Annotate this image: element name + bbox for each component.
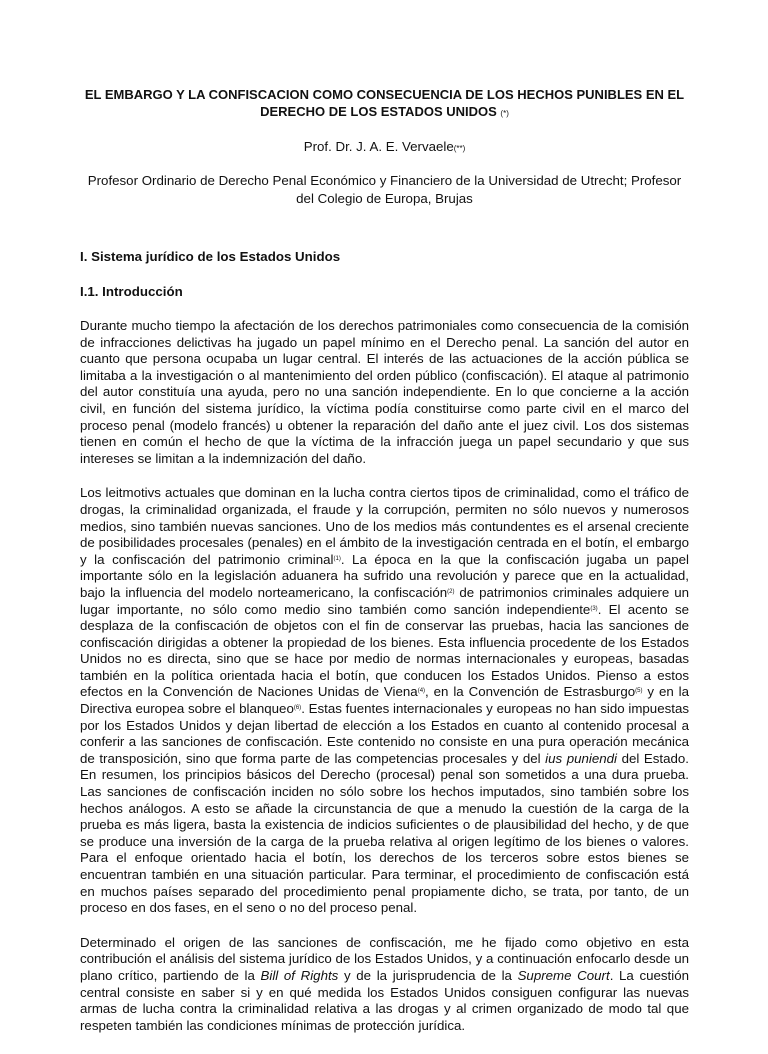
paragraph-text: del Estado. En resumen, los principios básicos del Derecho (procesal) penal son sometidos a una dura prueba. Las sanciones de confiscación inciden no sólo sobre los hechos imputados, sino también sobre los hechos análogos. A esto se añade la circunstancia de que a menudo la cuestión de la carga de la prueba es más ligera, basta la existencia de indicios suficientes o de plausibilidad del hecho, y de que se produce una inversión de la carga de la prueba relativa al origen legítimo de los bienes o valores. Para el enfoque orientado hacia el botín, los derechos de los terceros sobre estos bienes se encuentran también en una situación particular. Para terminar, el procedimiento de confiscación está en muchos países separado del procedimiento penal propiamente dicho, se trata, por tanto, de un proceso en dos fases, en el seno o no del proceso penal.	[80, 750, 689, 916]
footnote-reference: (4)	[417, 688, 426, 695]
author-name: Prof. Dr. J. A. E. Vervaele	[303, 139, 454, 154]
italic-term: Supreme Court	[517, 967, 610, 983]
author-footnote-marker: (**)	[453, 144, 466, 153]
footnote-reference: (6)	[293, 705, 302, 712]
footnote-reference: (1)	[333, 555, 341, 562]
paragraph-text: . La época en la que la confiscación jugaba un papel importante sólo en la legislación aduanera ha sufrido una revolución y parece que en la actualidad, bajo la influencia del modelo norteamericano, la confiscación	[80, 551, 689, 600]
section-heading: I. Sistema jurídico de los Estados Unidos	[80, 249, 341, 264]
title-text: EL EMBARGO Y LA CONFISCACION COMO CONSECUENCIA DE LOS HECHOS PUNIBLES EN EL DERECHO DE LOS ESTADOS UNIDOS	[84, 87, 685, 119]
footnote-reference: (2)	[447, 588, 455, 595]
italic-term: ius puniendi	[545, 750, 617, 766]
document-title	[80, 86, 689, 122]
paragraph-text: . El acento se desplaza de la confiscación de objetos con el fin de conservar las pruebas, hacia las sanciones de confiscación dirigidas a obtener la propiedad de los bienes. Esta influencia procedente de los Estados Unidos no es directa, sino que se hace por medio de normas internacionales y europeas, basadas también en la política orientada hacia el botín, que conducen los Estados Unidos. Pienso a estos efectos en la Convención de Naciones Unidas de Viena	[80, 601, 689, 700]
paragraph-text: Los leitmotivs actuales que dominan en la lucha contra ciertos tipos de criminalidad, como el tráfico de drogas, la criminalidad organizada, el fraude y la corrupción, permiten no sólo nuevos y numerosos medios, sino también nuevas sanciones. Uno de los medios más contundentes es el arsenal creciente de posibilidades procesales (penales) en el ámbito de la investigación centrada en el botín, el embargo y la confiscación del patrimonio criminal	[80, 485, 689, 567]
paragraph-text: , en la Convención de Estrasburgo	[425, 684, 636, 700]
paragraph-text: de patrimonios criminales adquiere un lugar importante, no sólo como medio sino también como sanción independiente	[80, 584, 689, 617]
document-page	[80, 0, 689, 1054]
title-footnote-marker: (*)	[500, 109, 509, 118]
footnote-reference: (5)	[635, 688, 643, 695]
paragraph-1	[80, 318, 689, 467]
paragraph-3	[80, 935, 689, 1035]
paragraph-2	[80, 485, 689, 916]
paragraph-text: . Estas fuentes internacionales y europeas no han sido impuestas por los Estados Unidos y dejan libertad de elección a los Estados en cuanto al contenido procesal a conferir a las sanciones de confiscación. Este contenido no consiste en una pura operación mecánica de transposición, sino que forma parte de las competencias procesales y del	[80, 701, 689, 766]
author-affiliation: Profesor Ordinario de Derecho Penal Económico y Financiero de la Universidad de Utrecht; Profesor del Colegio de Europa, Brujas	[87, 173, 682, 206]
paragraph-text: y en la Directiva europea sobre el blanqueo	[80, 684, 690, 717]
paragraph-text: Determinado el origen de las sanciones de confiscación, me he fijado como objetivo en esta contribución el análisis del sistema jurídico de los Estados Unidos, y a continuación enfocarlo desde un plano crítico, partiendo de la	[80, 934, 689, 983]
footnote-reference: (3)	[590, 605, 598, 612]
subsection-heading: I.1. Introducción	[80, 284, 183, 299]
paragraph-text: . La cuestión central consiste en saber si y en qué medida los Estados Unidos consiguen configurar las nuevas armas de lucha contra la criminalidad relativa a las drogas y al crimen organizado de modo tal que respeten también las condiciones mínimas de protección jurídica.	[80, 967, 689, 1033]
author-line	[80, 138, 689, 157]
paragraph-text: Durante mucho tiempo la afectación de los derechos patrimoniales como consecuencia de la comisión de infracciones delictivas ha jugado un papel mínimo en el Derecho penal. La sanción del autor en cuanto que persona ocupaba un lugar central. El interés de las actuaciones de la acción pública se limitaba a la investigación o al mantenimiento del orden público (confiscación). El ataque al patrimonio del autor constituía una ayuda, pero no una sanción independiente. En lo que concierne a la acción civil, en función del sistema jurídico, la víctima podía constituirse como parte civil en el marco del proceso penal (modelo francés) u obtener la reparación del daño ante el juez civil. Los dos sistemas tienen en común el hecho de que la víctima de la infracción juega un papel secundario y que sus intereses se limitan a la indemnización del daño.	[80, 318, 689, 466]
italic-term: Bill of Rights	[260, 967, 339, 983]
paragraph-text: y de la jurisprudencia de la	[338, 967, 518, 983]
